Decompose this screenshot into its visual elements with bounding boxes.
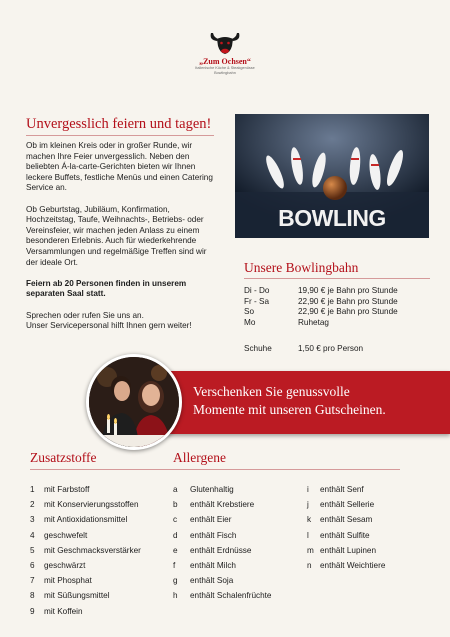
- list-item-key: 5: [30, 545, 35, 555]
- list-item-key: 2: [30, 500, 35, 510]
- list-item-value: mit Farbstoff: [44, 485, 90, 494]
- list-item: [307, 482, 385, 497]
- allergene-list: [173, 482, 271, 604]
- list-item-key: m: [307, 545, 314, 555]
- logo-subtitle: Italienische Küche & Steakgenüsse: [195, 66, 255, 70]
- list-item-key: k: [307, 515, 312, 525]
- list-item-value: enthält Schalenfrüchte: [190, 591, 272, 601]
- allergene-heading: Allergene: [173, 450, 226, 465]
- list-item: [307, 543, 385, 558]
- list-item-value: mit Konservierungsstoffen: [44, 500, 139, 510]
- intro-heading: Unvergesslich feiern und tagen!: [26, 116, 212, 132]
- price-row: [244, 318, 398, 329]
- shoe-price: 1,50 € pro Person: [298, 344, 364, 354]
- list-item-key: j: [307, 500, 309, 510]
- list-item-value: enthält Sellerie: [320, 500, 375, 510]
- list-item: [30, 588, 141, 603]
- list-item-value: enthält Sulfite: [320, 530, 370, 540]
- list-item: [173, 543, 271, 558]
- list-item-value: enthält Soja: [190, 576, 234, 586]
- price-row: [244, 286, 398, 297]
- bowling-divider: [244, 278, 430, 279]
- list-item: [307, 497, 385, 512]
- list-item-key: 6: [30, 561, 35, 571]
- list-item-value: mit Phosphat: [44, 576, 92, 586]
- logo-name: „Zum Ochsen“: [199, 57, 251, 66]
- price-value: Ruhetag: [298, 317, 329, 327]
- intro-paragraph-4: Sprechen oder rufen Sie uns an. Unser Servicepersonal hilft Ihnen gern weiter!: [26, 310, 192, 331]
- shoe-label: Schuhe: [244, 344, 272, 354]
- list-item: [173, 512, 271, 527]
- list-item-value: geschwefelt: [44, 530, 88, 540]
- list-item-key: 4: [30, 530, 35, 540]
- list-item-key: 1: [30, 485, 35, 494]
- zusatzstoffe-list: [30, 482, 141, 619]
- list-item: [173, 482, 271, 497]
- price-day: So: [244, 307, 255, 317]
- list-item: [30, 573, 141, 588]
- voucher-line-2: Momente mit unseren Gutscheinen.: [193, 402, 386, 417]
- list-item: [30, 482, 141, 497]
- list-item-value: enthält Lupinen: [320, 545, 376, 555]
- list-item-value: mit Geschmacksverstärker: [44, 545, 141, 555]
- bowling-heading: Unsere Bowlingbahn: [244, 260, 359, 275]
- bowling-image: [235, 114, 429, 238]
- bowling-price-list: [244, 286, 398, 355]
- intro-paragraph-3: Feiern ab 20 Personen finden in unserem separaten Saal statt.: [26, 278, 187, 299]
- list-item-key: e: [173, 545, 178, 555]
- price-row: [244, 297, 398, 308]
- list-item-key: n: [307, 561, 312, 571]
- list-item: [307, 512, 385, 527]
- list-item-key: c: [173, 515, 178, 525]
- list-item-key: 9: [30, 606, 35, 616]
- bowling-image-word: BOWLING: [278, 205, 386, 231]
- intro-text: [26, 141, 218, 342]
- heading-divider: [26, 135, 214, 136]
- list-item: [173, 497, 271, 512]
- list-item-key: i: [307, 485, 309, 494]
- list-item-value: enthält Erdnüsse: [190, 545, 252, 555]
- list-item-value: enthält Eier: [190, 515, 232, 525]
- price-day: Fr - Sa: [244, 296, 270, 306]
- list-item: [30, 558, 141, 573]
- logo-subtitle-2: Bowlingbahn: [214, 71, 236, 75]
- list-item: [173, 558, 271, 573]
- price-value: 22,90 € je Bahn pro Stunde: [298, 296, 398, 306]
- intro-paragraph-2: Ob Geburtstag, Jubiläum, Konfirmation, Hochzeitstag, Taufe, Weihnachts-, Betriebs- oder Vereinsfeier, wir machen jeden Anlass zu einem besonderen Erlebnis. Auch für wiederkehrende Versammlungen und regelmäßige Treffen sind wir der ideale Ort.: [26, 204, 207, 267]
- list-item-key: 8: [30, 591, 35, 601]
- shoe-price-row: [244, 344, 398, 355]
- list-item: [30, 528, 141, 543]
- list-item-value: enthält Krebstiere: [190, 500, 255, 510]
- voucher-line-1: Verschenken Sie genussvolle: [193, 384, 350, 399]
- price-row: [244, 307, 398, 318]
- list-item-value: enthält Sesam: [320, 515, 373, 525]
- allergene-list-2: [307, 482, 385, 573]
- list-item-value: enthält Fisch: [190, 530, 237, 540]
- list-item-value: enthält Milch: [190, 561, 236, 571]
- list-item-key: 3: [30, 515, 35, 525]
- list-item-value: enthält Weichtiere: [320, 561, 386, 571]
- list-item: [173, 573, 271, 588]
- list-item: [30, 512, 141, 527]
- list-item-value: mit Süßungsmittel: [44, 591, 110, 601]
- list-item-value: Glutenhaltig: [190, 485, 234, 494]
- list-item-value: enthält Senf: [320, 485, 364, 494]
- price-value: 19,90 € je Bahn pro Stunde: [298, 286, 398, 295]
- price-day: Di - Do: [244, 286, 270, 295]
- list-item: [30, 604, 141, 619]
- list-item-key: 7: [30, 576, 35, 586]
- list-item: [307, 558, 385, 573]
- price-day: Mo: [244, 317, 256, 327]
- ox-head-icon: [208, 30, 242, 56]
- price-value: 22,90 € je Bahn pro Stunde: [298, 307, 398, 317]
- zusatzstoffe-heading: Zusatzstoffe: [30, 450, 97, 465]
- list-item: [30, 497, 141, 512]
- voucher-banner: [155, 371, 450, 434]
- list-item-value: mit Koffein: [44, 606, 83, 616]
- list-item: [173, 528, 271, 543]
- list-item-key: l: [307, 530, 309, 540]
- list-item-key: a: [173, 485, 178, 494]
- list-item-value: geschwärzt: [44, 561, 86, 571]
- couple-dinner-photo: [86, 354, 182, 450]
- list-item-key: d: [173, 530, 178, 540]
- list-item-value: mit Antioxidationsmittel: [44, 515, 128, 525]
- voucher-text: [193, 383, 386, 419]
- intro-paragraph-1: Ob im kleinen Kreis oder in großer Runde, wir machen Ihre Feier unvergesslich. Neben den beliebten Á-la-carte-Gerichten bieten wir Ihnen leckere Buffets, festliche Menüs und einen Catering Service an.: [26, 141, 213, 193]
- list-item-key: h: [173, 591, 178, 601]
- list-item: [307, 528, 385, 543]
- legend-divider: [30, 469, 400, 470]
- logo: [0, 30, 450, 76]
- list-item-key: g: [173, 576, 178, 586]
- list-item: [173, 588, 271, 603]
- list-item: [30, 543, 141, 558]
- list-item-key: b: [173, 500, 178, 510]
- list-item-key: f: [173, 561, 176, 571]
